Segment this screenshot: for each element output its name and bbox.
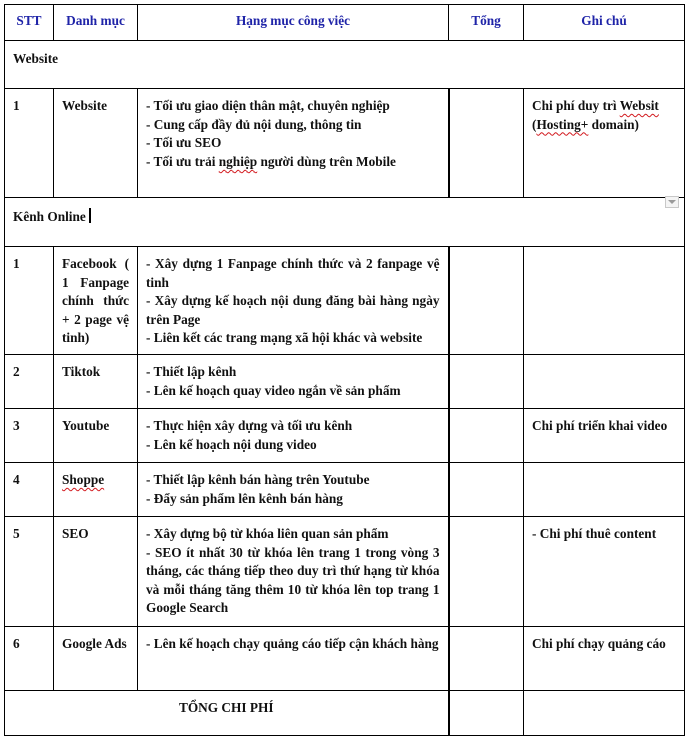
row-total[interactable] [449,247,524,355]
row-note[interactable]: - Chi phí thuê content [524,517,685,627]
task-line: - Xây dựng bộ từ khóa liên quan sản phẩm [146,526,389,541]
task-line: - Lên kế hoạch quay video ngắn về sản phẩm [146,382,401,398]
section-title[interactable] [5,198,685,247]
table-row [5,355,685,409]
row-total[interactable] [449,89,524,198]
row-note[interactable]: Chi phí triển khai video [524,409,685,463]
section-title-text: Kênh Online [13,209,86,224]
header-total: Tổng [449,5,524,41]
row-tasks[interactable] [138,247,449,355]
note-text: Chi phí duy trì [532,98,620,113]
row-category[interactable] [54,463,138,517]
category-text-misspelled: Shoppe [62,472,105,487]
row-note[interactable] [524,463,685,517]
section-title[interactable]: Website [5,41,685,89]
dropdown-arrow-icon[interactable] [665,196,679,208]
header-tasks: Hạng mục công việc [138,5,449,41]
category-text: Facebook ( 1 Fanpage chính thức + 2 page vệ tinh) [62,256,129,346]
row-category[interactable]: Tiktok [54,355,138,409]
task-line: - SEO ít nhất 30 từ khóa lên trang 1 trong vòng 3 tháng, các tháng tiếp theo duy trì thứ hạng từ khóa và mỗi tháng tăng thêm 10 từ khóa lên top trang 1 Google Search [146,544,440,616]
row-stt[interactable]: 3 [5,409,54,463]
total-note[interactable] [524,691,685,736]
row-tasks[interactable] [138,463,449,517]
header-note: Ghi chú [524,5,685,41]
task-line: - Liên kết các trang mạng xã hội khác và website [146,330,423,346]
row-note[interactable] [524,89,685,198]
task-line: - Tối ưu trải nghiệp người dùng trên Mobile [146,153,396,169]
task-line: - Lên kế hoạch chạy quảng cáo tiếp cận khách hàng [146,636,439,651]
row-category[interactable]: Google Ads [54,627,138,691]
row-tasks[interactable] [138,517,449,627]
section-row-website [5,41,685,89]
budget-table [4,4,685,736]
table-row [5,517,685,627]
table-row [5,89,685,198]
row-category[interactable]: SEO [54,517,138,627]
row-stt[interactable]: 2 [5,355,54,409]
header-stt: STT [5,5,54,41]
task-line: - Thực hiện xây dựng và tối ưu kênh [146,418,353,433]
task-line: - Thiết lập kênh [146,364,237,379]
task-line: - Tối ưu SEO [146,135,222,151]
row-stt[interactable]: 5 [5,517,54,627]
row-tasks[interactable] [138,409,449,463]
section-row-online [5,198,685,247]
row-note[interactable] [524,355,685,409]
row-stt[interactable]: 4 [5,463,54,517]
task-line: - Lên kế hoạch nội dung video [146,436,317,452]
task-line: - Tối ưu giao diện thân mật, chuyên nghiệp [146,98,390,113]
row-note[interactable] [524,247,685,355]
row-total[interactable] [449,355,524,409]
row-tasks[interactable] [138,355,449,409]
total-row [5,691,685,736]
task-line: - Xây dựng kế hoạch nội dung đăng bài hàng ngày trên Page [146,293,440,327]
header-row [5,5,685,41]
row-category[interactable]: Youtube [54,409,138,463]
note-text: domain) [588,116,639,132]
table-row [5,463,685,517]
note-text: ( [532,116,537,132]
table-row [5,627,685,691]
row-tasks[interactable] [138,89,449,198]
task-line: - Đẩy sản phẩm lên kênh bán hàng [146,490,343,506]
note-text-misspelled: Websit [619,98,659,113]
table-row [5,409,685,463]
row-tasks[interactable] [138,627,449,691]
row-category[interactable] [54,247,138,355]
row-total[interactable] [449,627,524,691]
task-line: - Thiết lập kênh bán hàng trên Youtube [146,472,370,487]
row-note[interactable]: Chi phí chạy quảng cáo [524,627,685,691]
row-total[interactable] [449,409,524,463]
note-text-misspelled: Hosting+ [536,116,589,132]
row-stt[interactable]: 1 [5,247,54,355]
row-total[interactable] [449,517,524,627]
row-category[interactable]: Website [54,89,138,198]
text-cursor [89,208,91,223]
header-category: Danh mục [54,5,138,41]
task-line: - Xây dựng 1 Fanpage chính thức và 2 fanpage vệ tinh [146,256,440,290]
row-total[interactable] [449,463,524,517]
row-stt[interactable]: 1 [5,89,54,198]
total-value[interactable] [449,691,524,736]
table-row [5,247,685,355]
total-label[interactable]: TỔNG CHI PHÍ [5,691,449,736]
row-stt[interactable]: 6 [5,627,54,691]
task-line: - Cung cấp đầy đủ nội dung, thông tin [146,116,362,132]
